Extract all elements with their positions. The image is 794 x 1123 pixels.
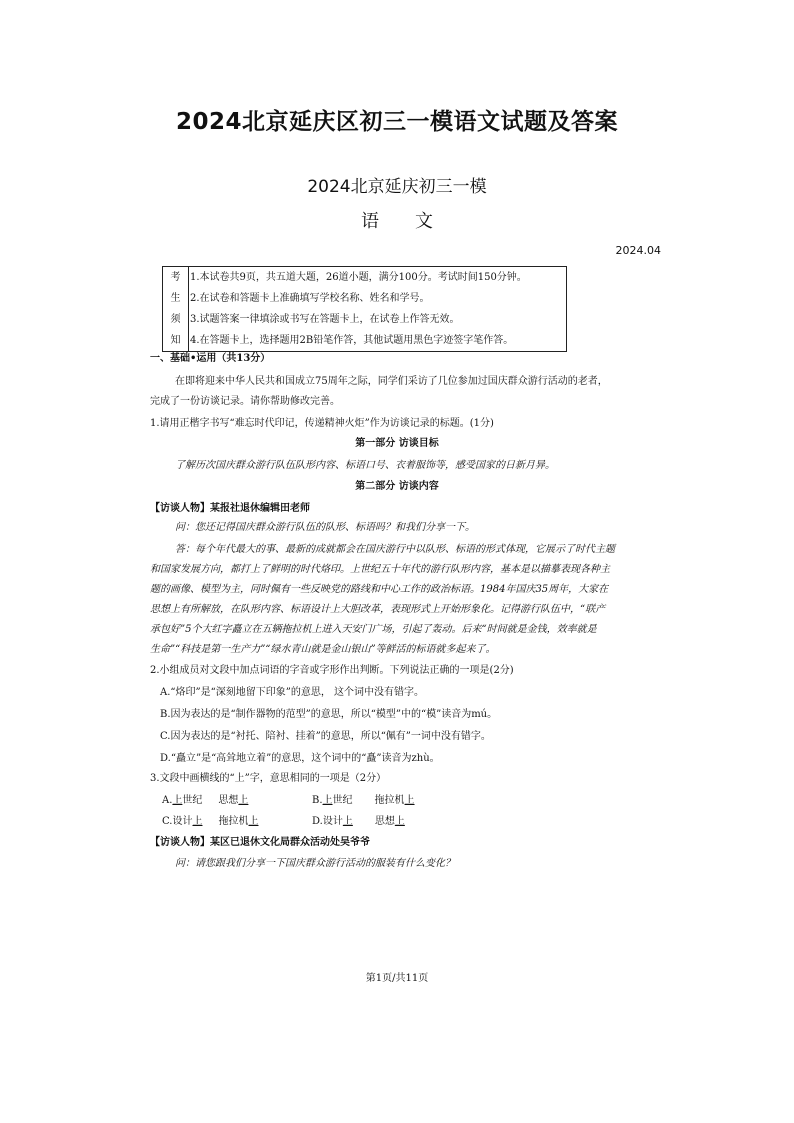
part2-heading: 第二部分 访谈内容	[355, 481, 439, 492]
answer-line: 和国家发展方向，都打上了鲜明的时代烙印。上世纪五十年代的游行队形内容，基本是以描摹表现各种主	[150, 564, 610, 575]
q2-option-b: B.因为表达的是“制作器物的范型”的意思，所以“模型”中的“模”读音为mú。	[160, 709, 498, 720]
page-footer: 第1页/共11页	[365, 973, 429, 984]
underlined-char: 上	[394, 816, 405, 827]
notice-row: 4.在答题卡上，选择题用2B铅笔作答，其他试题用黑色字迹签字笔作答。	[190, 335, 514, 346]
q2-option-d: D.“矗立”是“高耸地立着”的意思，这个词中的“矗”读音为zhù。	[160, 753, 440, 764]
part1-text: 了解历次国庆群众游行队伍队形内容、标语口号、衣着服饰等，感受国家的日新月异。	[175, 460, 555, 471]
q3-option-word: 世纪	[182, 795, 203, 806]
underlined-char: 上	[172, 795, 183, 806]
notice-side-label	[163, 267, 189, 351]
q3-option-word: 思想	[374, 816, 395, 827]
notice-side-char: 考	[170, 272, 181, 283]
q3-option-word: D.设计	[312, 816, 343, 827]
answer-line: 生命”“科技是第一生产力”“绿水青山就是金山银山”等鲜活的标语就多起来了。	[150, 644, 496, 655]
q3-option-word: 拖拉机	[218, 816, 249, 827]
notice-side-char: 须	[170, 314, 181, 325]
answer-line: 思想上有所解放，在队形内容、标语设计上大胆改革，表现形式上开始形象化。记得游行队伍中，“联产	[150, 604, 606, 615]
subject-heading	[0, 207, 794, 233]
q3-option-label: B.	[312, 795, 323, 806]
intro-line: 在即将迎来中华人民共和国成立75周年之际，同学们采访了几位参加过国庆群众游行活动的老者，	[175, 376, 608, 387]
notice-rows	[190, 267, 566, 351]
exam-date: 2024.04	[615, 244, 661, 257]
notice-row: 1.本试卷共9页，共五道大题，26道小题，满分100分。考试时间150分钟。	[190, 272, 527, 283]
interviewee-1: 【访谈人物】某报社退休编辑田老师	[150, 503, 310, 514]
subject-char-2: 文	[415, 211, 433, 232]
underlined-char: 上	[248, 816, 259, 827]
q3-option-c	[162, 815, 258, 829]
question-1: 1.请用正楷字书写“难忘时代印记，传递精神火炬”作为访谈记录的标题。(1分)	[150, 418, 494, 429]
exam-notice-box	[162, 266, 567, 352]
notice-side-char: 生	[170, 293, 181, 304]
underlined-char: 上	[192, 816, 203, 827]
notice-side-char: 知	[170, 335, 181, 346]
interviewee-2: 【访谈人物】某区已退休文化局群众活动处吴爷爷	[150, 837, 370, 848]
q3-option-b	[312, 794, 415, 808]
answer-line: 答：每个年代最大的事、最新的成就都会在国庆游行中以队形、标语的形式体现，它展示了时代主题	[175, 544, 615, 555]
q3-option-word: 拖拉机	[374, 795, 405, 806]
q3-option-label: A.	[162, 795, 173, 806]
q3-option-word: 世纪	[332, 795, 353, 806]
document-title: 2024北京延庆区初三一模语文试题及答案	[175, 109, 618, 135]
question-2: 2.小组成员对文段中加点词语的字音或字形作出判断。下列说法正确的一项是(2分)	[150, 665, 514, 676]
underlined-char: 上	[342, 816, 353, 827]
subject-char-1: 语	[361, 211, 379, 232]
q2-option-a: A.“烙印”是“深刻地留下印象”的意思， 这个词中没有错字。	[160, 687, 425, 698]
notice-row: 3.试题答案一律填涂或书写在答题卡上，在试卷上作答无效。	[190, 314, 460, 325]
answer-line: 题的画像、模型为主，同时佩有一些反映党的路线和中心工作的政治标语。1984年国庆35周年，大家在	[150, 584, 609, 595]
answer-line: 承包好”5个大红字矗立在五辆拖拉机上进入天安门广场，引起了轰动。后来“时间就是金钱，效率就是	[150, 624, 597, 635]
q3-option-a	[162, 794, 248, 808]
q3-option-word: 思想	[218, 795, 239, 806]
section-heading: 一、基础•运用（共13分）	[150, 353, 271, 364]
q3-option-d	[312, 815, 405, 829]
underlined-char: 上	[238, 795, 249, 806]
q3-option-word: C.设计	[162, 816, 193, 827]
underlined-char: 上	[404, 795, 415, 806]
underlined-char: 上	[322, 795, 333, 806]
part1-heading: 第一部分 访谈目标	[355, 438, 439, 449]
notice-row: 2.在试卷和答题卡上准确填写学校名称、姓名和学号。	[190, 293, 430, 304]
q2-option-c: C.因为表达的是“衬托、陪衬、挂着”的意思，所以“佩有”一词中没有错字。	[160, 731, 491, 742]
intro-line: 完成了一份访谈记录。请你帮助修改完善。	[150, 396, 340, 407]
exam-subtitle: 2024北京延庆初三一模	[307, 177, 487, 197]
question-ask-2: 问：请您跟我们分享一下国庆群众游行活动的服装有什么变化？	[175, 858, 455, 869]
question-ask-1: 问：您还记得国庆群众游行队伍的队形、标语吗？和我们分享一下。	[175, 522, 475, 533]
question-3: 3.文段中画横线的“上”字，意思相同的一项是（2分）	[150, 773, 387, 784]
